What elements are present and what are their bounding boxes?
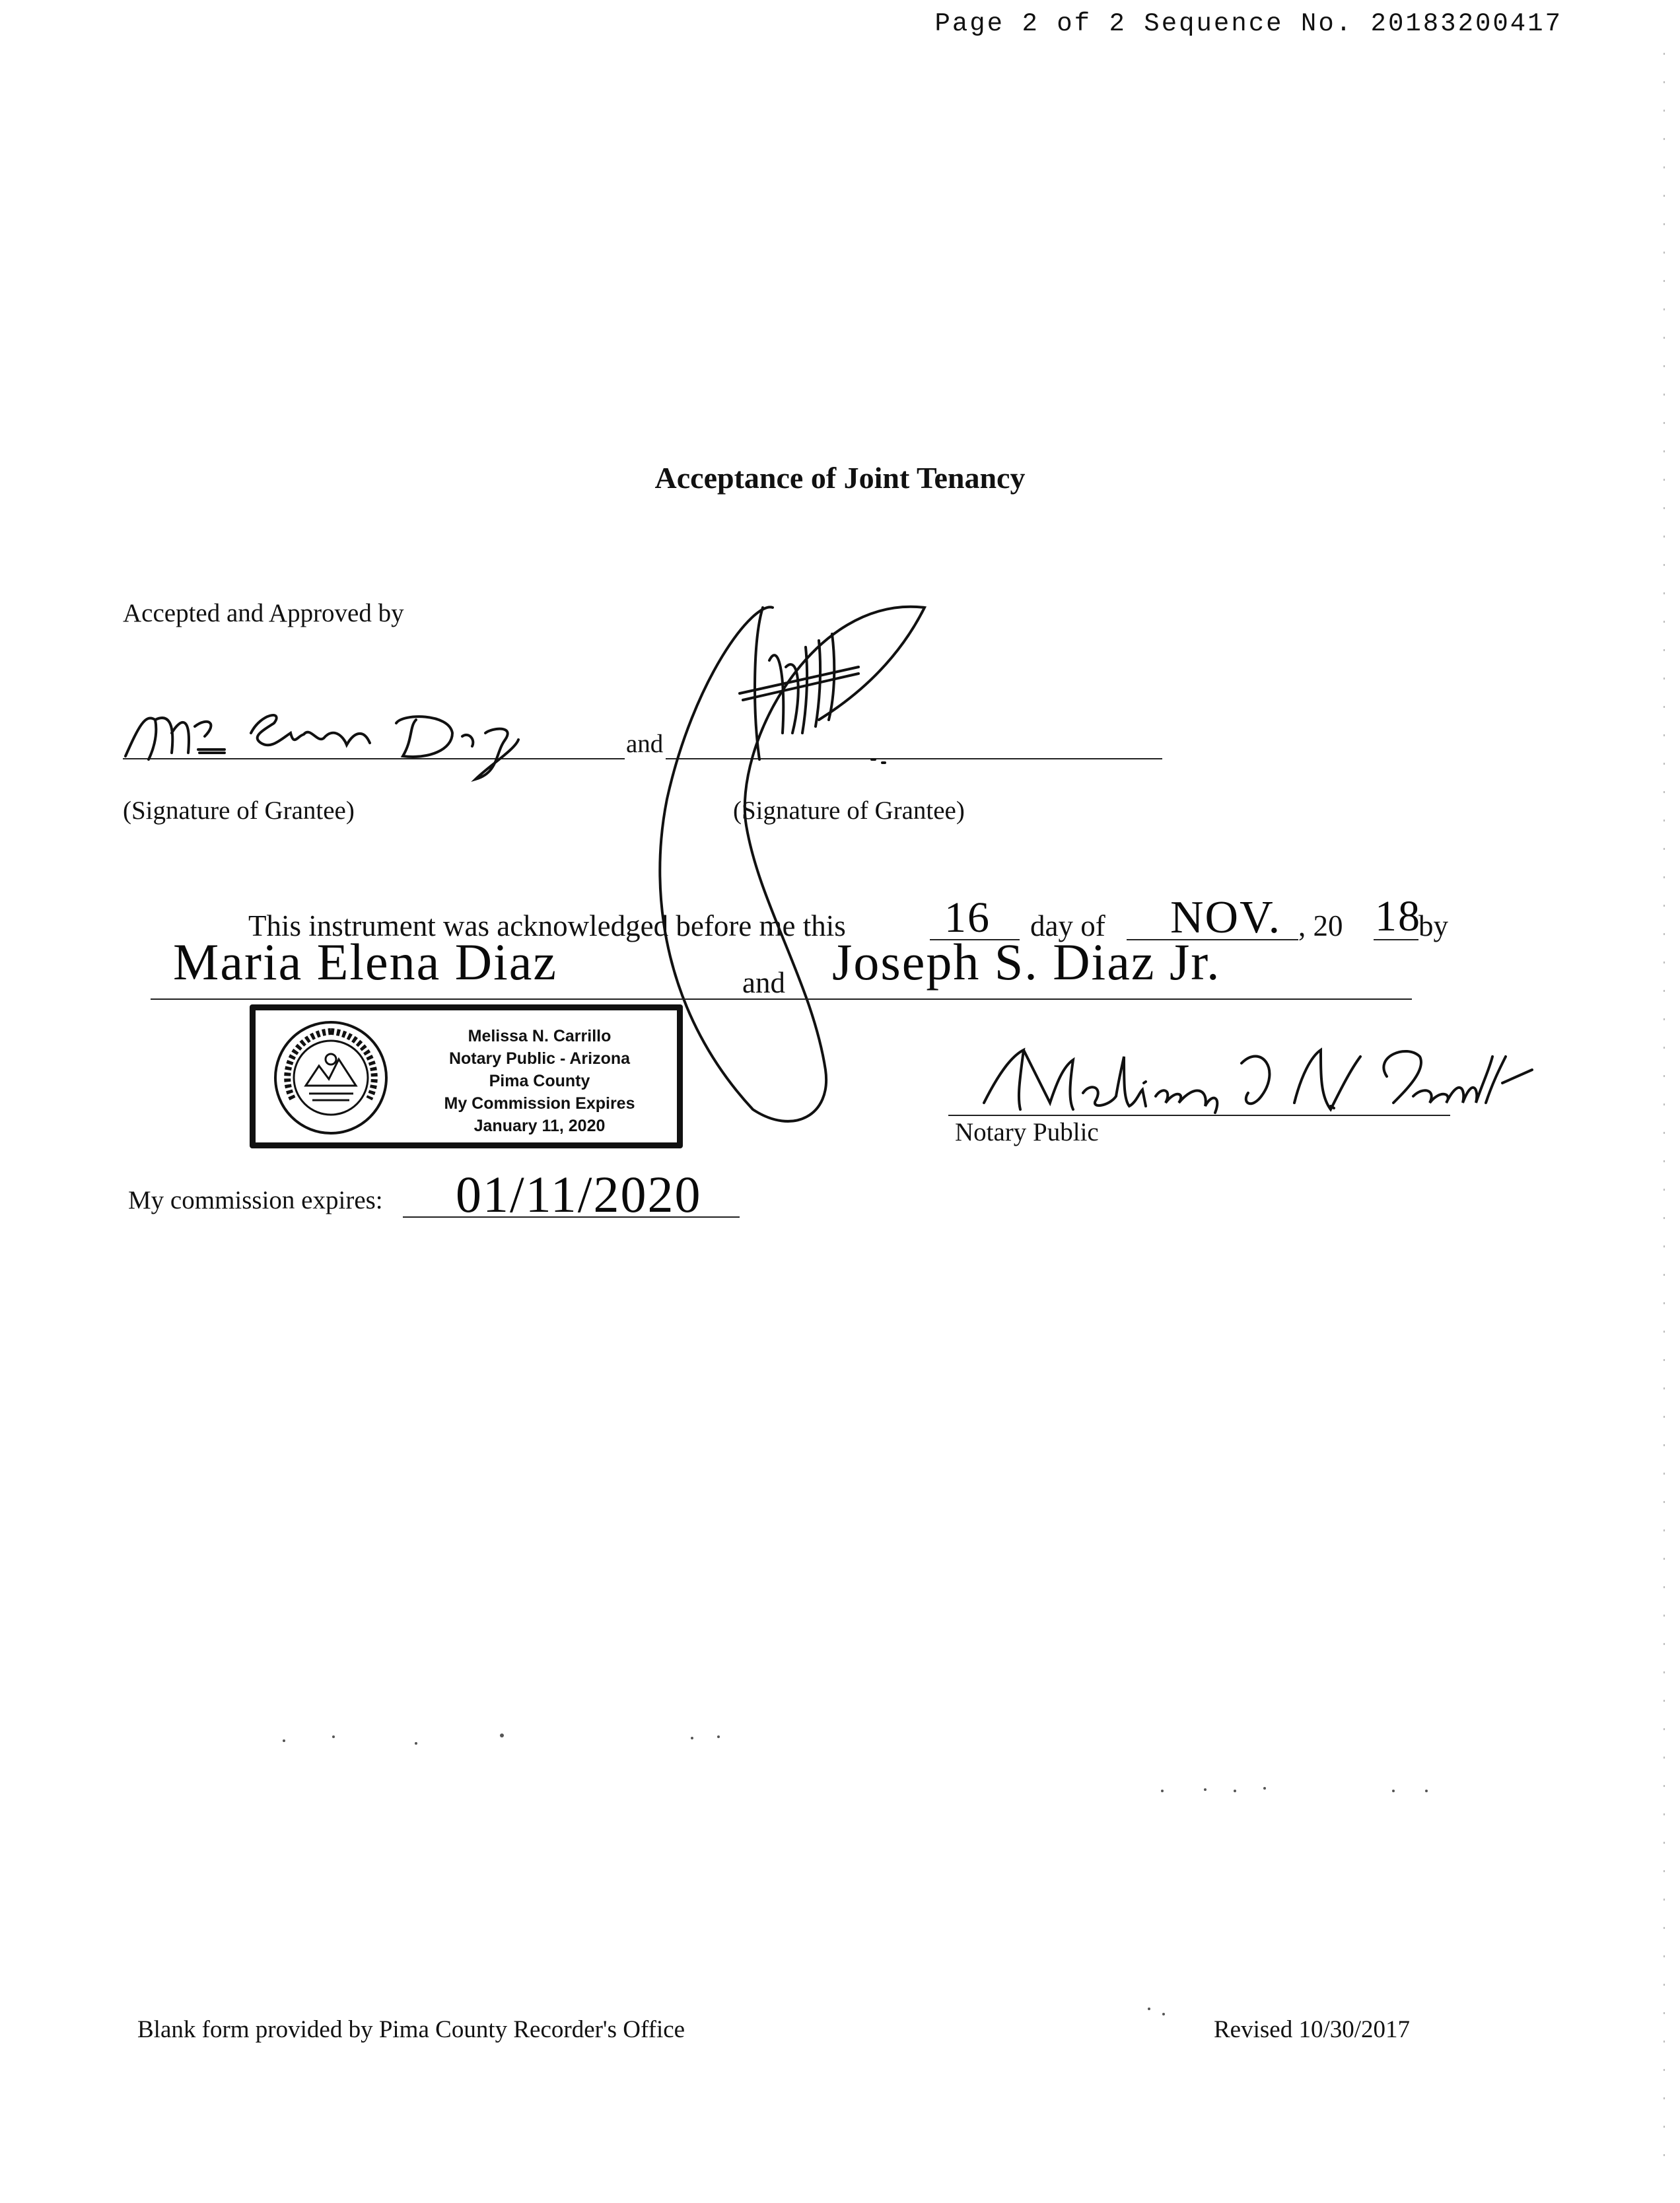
ack-year-value: 18 — [1375, 892, 1421, 940]
stamp-expires-date: January 11, 2020 — [473, 1117, 606, 1135]
ack-by-label: by — [1418, 909, 1448, 942]
commission-expires-label: My commission expires: — [128, 1186, 383, 1214]
stamp-notary-name: Melissa N. Carrillo — [468, 1027, 612, 1045]
names-and-label: and — [742, 966, 785, 999]
ack-month-value: NOV. — [1170, 892, 1282, 943]
acknowledgement-text: This instrument was acknowledged before me this — [248, 909, 846, 942]
grantee-2-signature-caption: (Signature of Grantee) — [733, 796, 965, 825]
signer-name-2: Joseph S. Diaz Jr. — [832, 933, 1221, 991]
ack-day-value: 16 — [944, 893, 991, 942]
footer-revision-date: Revised 10/30/2017 — [1214, 2016, 1411, 2043]
and-label: and — [626, 730, 664, 758]
notary-public-label: Notary Public — [955, 1118, 1099, 1146]
document-title: Acceptance of Joint Tenancy — [654, 461, 1026, 495]
stamp-expires-label: My Commission Expires — [444, 1094, 635, 1113]
ack-day-of-label: day of — [1030, 909, 1105, 942]
stamp-county: Pima County — [489, 1072, 590, 1090]
commission-expires-date: 01/11/2020 — [456, 1166, 702, 1223]
footer-form-provider: Blank form provided by Pima County Recorder's Office — [137, 2016, 685, 2043]
accepted-label: Accepted and Approved by — [123, 599, 404, 627]
page-sequence-header: Page 2 of 2 Sequence No. 20183200417 — [934, 9, 1562, 38]
ack-year-prefix: , 20 — [1298, 909, 1343, 942]
signer-name-1: Maria Elena Diaz — [173, 933, 558, 991]
stamp-notary-title: Notary Public - Arizona — [448, 1049, 631, 1068]
grantee-1-signature-caption: (Signature of Grantee) — [123, 796, 355, 825]
